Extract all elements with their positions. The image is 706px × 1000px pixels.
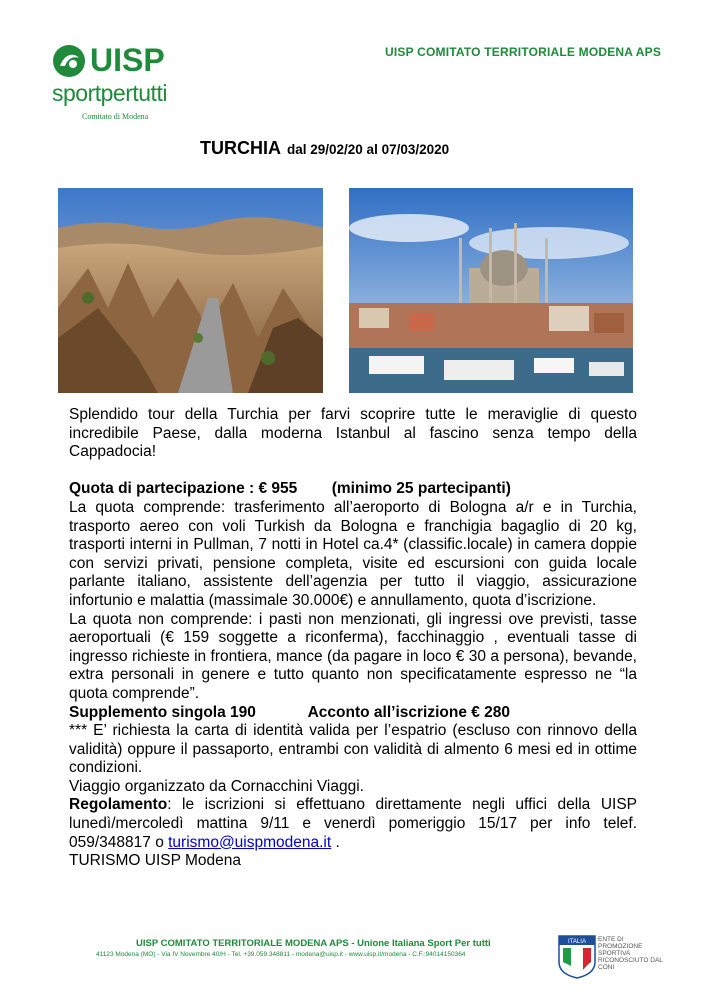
quota-label: Quota di partecipazione : € 955: [69, 480, 298, 498]
uisp-emblem-icon: [52, 44, 86, 78]
istanbul-photo: [349, 188, 633, 393]
regolamento-label: Regolamento: [69, 796, 168, 814]
regolamento-paragraph: [69, 796, 637, 852]
documents-note: *** E’ richiesta la carta di identità valida per l’espatrio (escluso con rinnovo della validità) oppure il passaporto, entrambi con validità di almento 6 mesi ed in ottime condizioni.: [69, 722, 637, 777]
uisp-logo: [50, 40, 200, 125]
supplement-line: [69, 704, 637, 723]
footer-organization: UISP COMITATO TERRITORIALE MODENA APS - Unione Italiana Sport Per tutti: [136, 938, 491, 949]
trip-dates: dal 29/02/20 al 07/03/2020: [287, 142, 450, 157]
quota-minimum: (minimo 25 partecipanti): [331, 480, 511, 498]
organization-name: UISP COMITATO TERRITORIALE MODENA APS: [385, 45, 662, 59]
email-link[interactable]: turismo@uispmodena.it: [168, 833, 332, 851]
organized-by: Viaggio organizzato da Cornacchini Viaggi.: [69, 777, 364, 795]
trip-description: [69, 406, 637, 871]
regolamento-text: : le iscrizioni si effettuano direttamente negli uffici della UISP lunedì/mercoledì mattina 9/11 e venerdì pomeriggio 15/17 per info telef. 059/348817 o: [69, 796, 637, 851]
quota-non-comprende: La quota non comprende: i pasti non menzionati, gli ingressi ove previsti, tasse aeroportuali (€ 159 soggette a riconferma), facchinaggio , eventuali tasse di ingresso richieste in frontiera, mance (da pagare in loco € 30 a persona), bevande, extra personali in genere e tutto quanto non specificatamente espresso ne “la quota comprende”.: [69, 610, 637, 702]
intro-paragraph: Splendido tour della Turchia per farvi scoprire tutte le meraviglie di questo incredibile Paese, dalla moderna Istanbul al fascino senza tempo della Cappadocia!: [69, 406, 637, 461]
logo-brand: UISP: [90, 42, 165, 78]
coni-badge-icon: [557, 934, 597, 980]
coni-text: ENTE DI PROMOZIONE SPORTIVA RICONOSCIUTO DAL CONI: [598, 936, 663, 971]
page-title: [200, 138, 449, 159]
quota-line: [69, 480, 637, 499]
email-after: .: [331, 833, 340, 851]
supplemento-singola: Supplemento singola 190: [69, 703, 256, 721]
acconto: Acconto all’iscrizione € 280: [307, 703, 511, 721]
footer-contacts: 41123 Modena (MO) - Via IV Novembre 40/H - Tel. +39.059.348811 - modena@uisp.it - www.uisp.it/modena - C.F.:94014150364: [96, 951, 466, 958]
logo-sub: Comitato di Modena: [82, 112, 149, 121]
quota-comprende: La quota comprende: trasferimento all’aeroporto di Bologna a/r e in Turchia, trasporto aereo con voli Turkish da Bologna e franchigia bagaglio di 20 kg, trasporti interni in Pullman, 7 notti in Hotel ca.4* (classific.locale) in camera doppie con servizi privati, pensione completa, visite ed escursioni con guida locale parlante italiano, assistente dell’agenzia per tutto il viaggio, assicurazione infortunio e malattia (massimale 30.000€) e annullamento, quota d’iscrizione.: [69, 498, 637, 609]
destination: TURCHIA: [200, 138, 281, 158]
signature: TURISMO UISP Modena: [69, 852, 241, 870]
cappadocia-photo: [58, 188, 323, 393]
coni-label: ITALIA: [568, 939, 586, 945]
logo-tagline: sportpertutti: [52, 80, 167, 106]
